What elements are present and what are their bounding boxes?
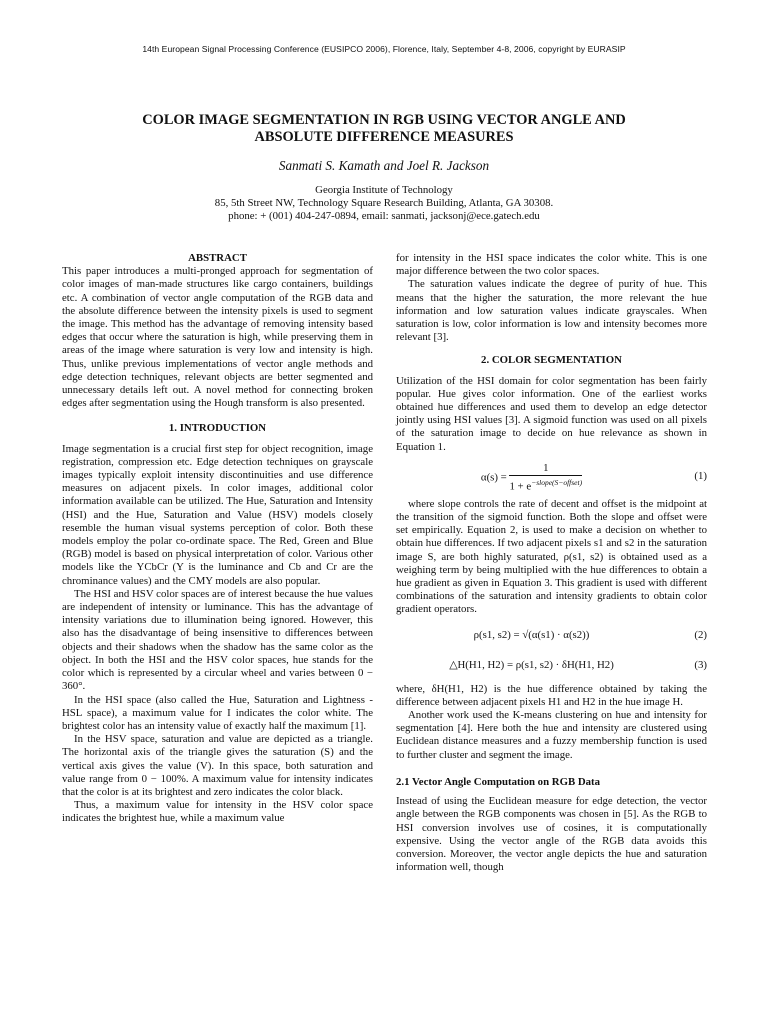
equation-2-number: (2): [694, 628, 707, 641]
section-2-heading: 2. COLOR SEGMENTATION: [481, 354, 622, 367]
intro-heading: 1. INTRODUCTION: [168, 422, 267, 435]
right-paragraph-1: for intensity in the HSI space indicates the color white. This is one major difference between the two color spaces.: [396, 252, 707, 278]
right-column: [396, 252, 707, 874]
intro-paragraph-4: In the HSV space, saturation and value are depicted as a triangle. The horizontal axis of the triangle gives the saturation (S) and the vertical axis gives the value (V). In this space, both saturation and value range from 0 − 100%. A maximum value for intensity indicates that the color is at its brightest and zero indicates the color black.: [62, 733, 373, 798]
intro-paragraph-5: Thus, a maximum value for intensity in the HSV color space indicates the brightest hue, while a maximum value: [62, 799, 373, 825]
affiliation: [0, 184, 768, 224]
section-2-paragraph-1: Utilization of the HSI domain for color segmentation has been fairly popular. Hue gives color information. One of the earliest works obtained hue differences and used them to develop an edge detector jointly using HSI values [3]. A sigmoid function was used on all pixels of the saturation image to decide on hue relevance as shown in Equation 1.: [396, 374, 707, 453]
equation-1-number: (1): [694, 469, 707, 482]
equation-2-body: ρ(s1, s2) = √(α(s1) · α(s2)): [473, 628, 590, 641]
right-paragraph-2: The saturation values indicate the degree of purity of hue. This means that the higher the saturation, the more relevant the hue information and low saturation values indicate grayscales. When saturation is low, color information is low and intensity becomes more relevant [3].: [396, 278, 707, 344]
authors: Sanmati S. Kamath and Joel R. Jackson: [278, 158, 490, 173]
equation-1-fraction: [509, 462, 582, 494]
intro-paragraph-1: Image segmentation is a crucial first step for object recognition, image registration, compression etc. Edge detection techniques on grayscale images typically exploit intensity discontinuities and use difference measures on adjacent pixels. In color images, additional color information available can be utilized. The Hue, Saturation and Intensity (HSI) and the Hue, Saturation and Value (HSV) models closely resemble the human visual systems perception of color. Both these models employ the polar co-ordinate space. The Red, Green and Blue (RGB) model is based on physical interpretation of color. Various other models like the YCbCr (Y is the luminance and Cb and Cr are the chrominance values) and the CMY models are also popular.: [62, 442, 373, 587]
section-2-paragraph-4: Another work used the K-means clustering on hue and intensity for segmentation [4]. Here both the hue and intensity are clustered using Euclidean distance measures and a fuzzy membership function is used to further cluster and segment the image.: [396, 709, 707, 761]
equation-3-number: (3): [694, 658, 707, 671]
affiliation-line-3: phone: + (001) 404-247-0894, email: sanmati, jacksonj@ece.gatech.edu: [228, 210, 540, 223]
conference-header: 14th European Signal Processing Conference (EUSIPCO 2006), Florence, Italy, September 4-8, 2006, copyright by EURASIP: [142, 44, 626, 54]
equation-1-numerator: 1: [509, 462, 582, 476]
equation-1: [396, 460, 707, 494]
intro-paragraph-2: The HSI and HSV color spaces are of interest because the hue values are independent of intensity or luminance. This has the advantage of intensity variations due to illumination being ignored. However, this also has the disadvantage of being insensitive to differences between objects and their shadows when the shadow has the same color as the object. In both the HSI and the HSV color spaces, hue stands for the color which is represented by a circular wheel and varies between 0 − 360°.: [62, 587, 373, 693]
abstract-text: This paper introduces a multi-pronged approach for segmentation of color images of man-made structures like cargo containers, buildings etc. A combination of vector angle computation of the RGB data and the absolute difference between the intensity pixels is used to segment the image. This method has the advantage of removing intensity based edges that occur where the saturation is high, while preserving them in areas of the image where saturation is very low and intensity is high. Thus, unlike previous implementations of vector angle methods and edge detection techniques, relevant objects are better segmented and unnecessary details left out. A novel method for connecting broken edges after segmentation using the Hough transform is also presented.: [62, 265, 373, 410]
equation-1-denominator: 1 + e: [509, 480, 532, 493]
equation-1-exponent: −slope(S−offset): [531, 477, 583, 487]
subsection-2-1-heading: 2.1 Vector Angle Computation on RGB Data: [396, 775, 601, 788]
title-line-1: COLOR IMAGE SEGMENTATION IN RGB USING VECTOR ANGLE AND: [142, 112, 626, 128]
affiliation-line-1: Georgia Institute of Technology: [315, 184, 453, 196]
equation-1-lhs: α(s) =: [480, 471, 507, 484]
title-line-2: ABSOLUTE DIFFERENCE MEASURES: [254, 129, 514, 145]
subsection-2-1-paragraph: Instead of using the Euclidean measure for edge detection, the vector angle between the RGB components was chosen in [5]. As the RGB to HSI conversion involves use of cosines, it is computationally expensive. Using the vector angle of the RGB data avoids this conversion. Moreover, the vector angle depicts the hue and saturation information well, though: [396, 795, 707, 874]
affiliation-line-2: 85, 5th Street NW, Technology Square Research Building, Atlanta, GA 30308.: [214, 197, 554, 210]
intro-paragraph-3: In the HSI space (also called the Hue, Saturation and Lightness - HSL space), a maximum value for I indicates the color white. The brightest color has an intensity value of exactly half the maximum [1].: [62, 693, 373, 732]
equation-2: [396, 629, 707, 647]
paper-title: [60, 112, 708, 146]
abstract-heading: ABSTRACT: [188, 252, 247, 264]
equation-3: [396, 659, 707, 677]
equation-3-body: △H(H1, H2) = ρ(s1, s2) · δH(H1, H2): [449, 658, 614, 671]
left-column: [62, 252, 373, 826]
section-2-paragraph-2: where slope controls the rate of decent and offset is the midpoint at the transition of the sigmoid function. Both the slope and offset were set empirically. Equation 2, is used to make a decision on whether to obtain hue differences. If two adjacent pixels s1 and s2 in the saturation image S, are both highly saturated, ρ(s1, s2) is obtained used as a weighing term by being multiplied with the hue differences to obtain a hue gradient as given in Equation 3. This gradient is used with different combinations of the saturation and intensity gradients to obtain color gradient operators.: [396, 497, 707, 616]
section-2-paragraph-3: where, δH(H1, H2) is the hue difference obtained by taking the difference between adjacent pixels H1 and H2 in the hue image H.: [396, 682, 707, 708]
